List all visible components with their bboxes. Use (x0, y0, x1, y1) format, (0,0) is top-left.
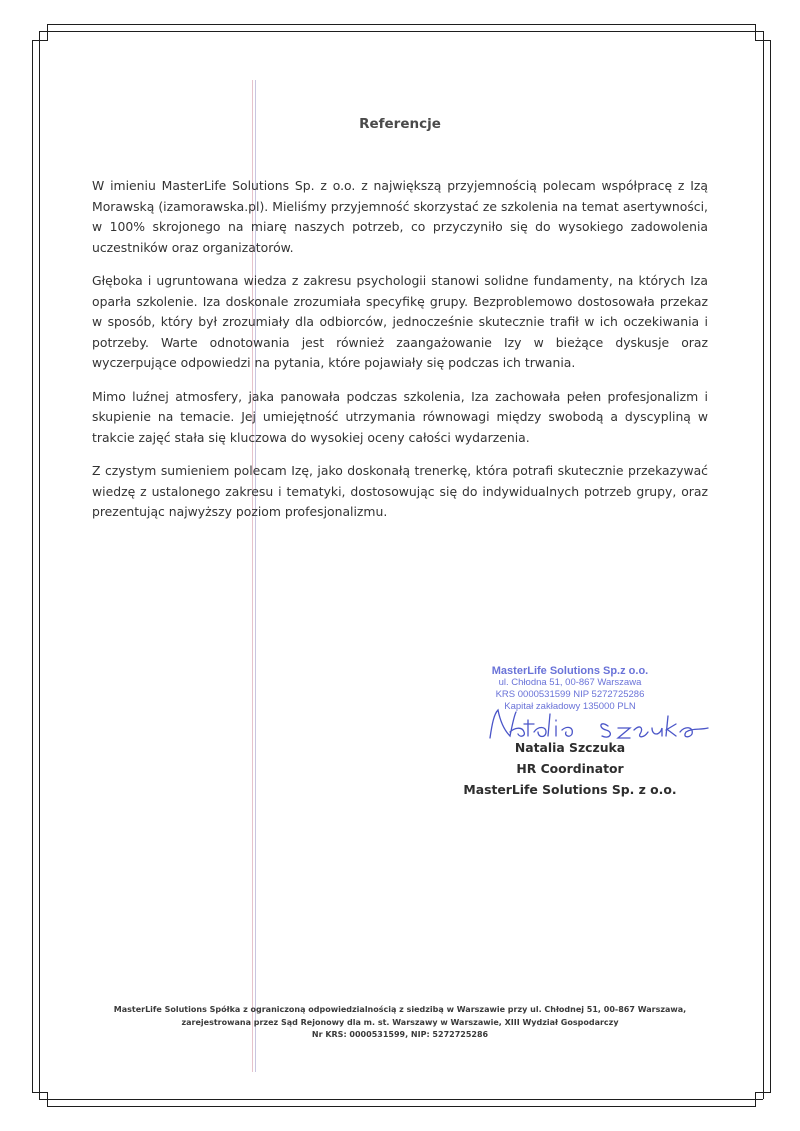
signatory-role: HR Coordinator (516, 761, 624, 776)
frame-top-outer-ext (356, 24, 755, 25)
company-footer (0, 1004, 800, 1042)
signatory-name: Natalia Szczuka (514, 740, 626, 755)
paragraph: Z czystym sumieniem polecam Izę, jako doskonałą trenerkę, która potrafi skutecznie przekazywać wiedzę z ustalonego zakresu i tematyki, dostosowując się do indywidualnych potrzeb grupy, oraz prezentując najwyższy poziom profesjonalizmu. (92, 463, 708, 519)
stamp-registry: KRS 0000531599 NIP 5272725286 (495, 689, 645, 700)
footer-line: MasterLife Solutions Spółka z ograniczoną odpowiedzialnością z siedzibą w Warszawie przy ul. Chłodnej 51, 00-867 Warszawa, (113, 1005, 687, 1014)
stamp-company: MasterLife Solutions Sp.z o.o. (491, 665, 649, 677)
signatory-block (430, 737, 710, 800)
frame-br-step-v (755, 1092, 756, 1107)
frame-top-inner (39, 31, 763, 32)
signatory-company: MasterLife Solutions Sp. z o.o. (463, 782, 677, 797)
frame-right-outer (770, 40, 771, 1092)
frame-bottom-inner (39, 1099, 763, 1100)
frame-tl-step-v (47, 24, 48, 40)
frame-right-inner (763, 31, 764, 1099)
frame-tr-step-h (755, 40, 771, 41)
document-title: Referencje (359, 116, 441, 132)
footer-line: Nr KRS: 0000531599, NIP: 5272725286 (311, 1030, 489, 1039)
frame-left-inner (39, 31, 40, 1099)
document-body (92, 176, 708, 536)
frame-tl-step-h (32, 40, 48, 41)
frame-top-outer (47, 24, 356, 25)
paragraph: Mimo luźnej atmosfery, jaka panowała podczas szkolenia, Iza zachowała pełen profesjonalizm i skupienie na temacie. Jej umiejętność utrzymania równowagi między swobodą a dyscypliną w trakcie zajęć stała się kluczowa do wysokiej oceny całości wydarzenia. (92, 388, 708, 445)
frame-bottom-outer (47, 1106, 755, 1107)
frame-tr-step-v (755, 24, 756, 40)
frame-left-outer (32, 40, 33, 1092)
paragraph: Głęboka i ugruntowana wiedza z zakresu psychologii stanowi solidne fundamenty, na których Iza oparła szkolenie. Iza doskonale zrozumiała specyfikę grupy. Bezproblemowo dostosowała przekaz w sposób, który był zrozumiały dla odbiorców, jednocześnie skutecznie trafił w ich oczekiwania i potrzeby. Warte odnotowania jest również zaangażowanie Izy w bieżące dyskusje oraz wyczerpujące odpowiedzi na pytania, które pojawiały się podczas ich trwania. (92, 273, 708, 370)
footer-line: zarejestrowana przez Sąd Rejonowy dla m. st. Warszawy w Warszawie, XIII Wydział Gospodarczy (181, 1017, 619, 1027)
frame-bl-step-h (32, 1092, 48, 1093)
stamp-capital: Kapitał zakładowy 135000 PLN (504, 701, 636, 712)
signature-stroke (601, 716, 708, 738)
stamp-address: ul. Chłodna 51, 00-867 Warszawa (498, 677, 642, 688)
signature-stroke (490, 710, 572, 738)
paragraph: W imieniu MasterLife Solutions Sp. z o.o. z największą przyjemnością polecam współpracę z Izą Morawską (izamorawska.pl). Mieliśmy przyjemność skorzystać ze szkolenia na temat asertywności, w 100% skrojonego na miarę naszych potrzeb, co przyczyniło się do wysokiego zadowolenia uczestników oraz organizatorów. (92, 178, 708, 255)
